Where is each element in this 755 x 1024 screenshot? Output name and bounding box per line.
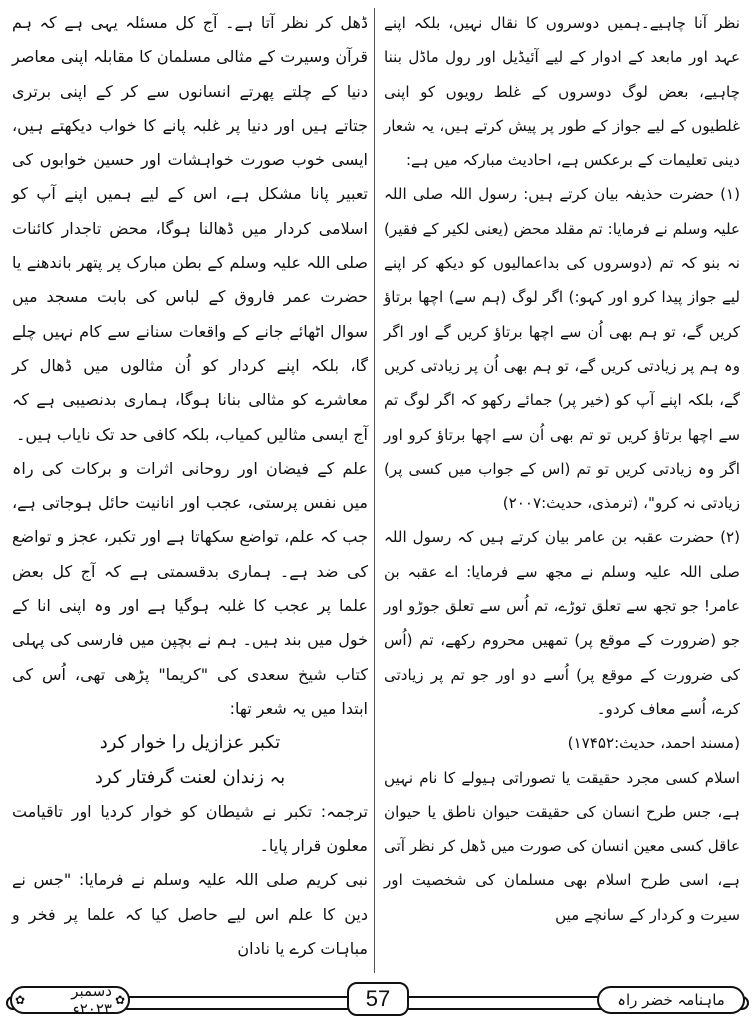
persian-verse-line: تکبر عزازیل را خوار کرد: [99, 732, 281, 754]
paragraph: علم کے فیضان اور روحانی اثرات و برکات کی راہ میں نفس پرستی، عجب اور انانیت حائل ہوجاتی ہے، جب کہ علم، تواضع سکھاتا ہے اور تکبر، عجز و تواضع کی ضد ہے۔ ہماری بدقسمتی ہے کہ آج کل بعض علما پر عجب کا غلبہ ہوگیا ہے اور وہ اپنی انا کے خول میں بند ہیں۔ ہم نے بچپن میں فارسی کی پہلی کتاب شیخ سعدی کی "کریما" پڑھی تھی، اُس کی ابتدا میں یہ شعر تھا:: [12, 458, 368, 718]
paragraph: (۲) حضرت عقبہ بن عامر بیان کرتے ہیں کہ رسول اللہ صلی اللہ علیہ وسلم نے مجھ سے فرمایا: اے عقبہ بن عامر! جو تجھ سے تعلق توڑے، تم اُس سے تعلق جوڑو اور جو (ضرورت کے موقع پر) تمھیں محروم رکھے، تم (اُس کی ضرورت کے موقع پر) اُسے دو اور جو تم پر زیادتی کرے، اُسے معاف کردو۔: [384, 528, 740, 718]
right-column: [384, 6, 740, 932]
page-number: 57: [347, 982, 409, 1016]
page-footer: [6, 982, 749, 1018]
paragraph: نظر آنا چاہیے۔ہمیں دوسروں کا نقال نہیں، بلکہ اپنے عہد اور مابعد کے ادوار کے لیے آئیڈیل اور رول ماڈل بننا چاہیے، بعض لوگ دوسروں کے غلط رویوں کو اپنی غلطیوں کے لیے جواز کے طور پر پیش کرتے ہیں، یہ شعار دینی تعلیمات کے برعکس ہے، احادیث مبارکہ میں ہے:: [384, 14, 740, 170]
paragraph: اسلام کسی مجرد حقیقت یا تصوراتی ہیولے کا نام نہیں ہے، جس طرح انسان کی حقیقت حیوان ناطق یا حیوان عاقل کسی معین انسان کی صورت میں ڈھل کر نظر آتی ہے، اسی طرح اسلام بھی مسلمان کی شخصیت اور سیرت و کردار کے سانچے میں: [384, 768, 740, 924]
magazine-name: ماہنامہ خضر راہ: [617, 991, 725, 1009]
paragraph: (۱) حضرت حذیفہ بیان کرتے ہیں: رسول اللہ صلی اللہ علیہ وسلم نے فرمایا: تم مقلد محض (یعنی لکیر کے فقیر) نہ بنو کہ تم (دوسروں کی بداعمالیوں کو دیکھ کر اپنے لیے جواز پیدا کرو اور کہو:) اگر لوگ (ہم سے) اچھا برتاؤ کریں گے، تو ہم بھی اُن سے اچھا برتاؤ کریں گے اور اگر وہ ہم پر زیادتی کریں گے، تو ہم بھی اُن پر زیادتی کریں گے، بلکہ اپنے آپ کو (خیر پر) جمائے رکھو کہ اگر لوگ تم سے اچھا برتاؤ کریں تو تم بھی اُن سے اچھا برتاؤ کرو اور اگر وہ زیادتی کریں تو تم (اس کے جواب میں کسی پر) زیادتی نہ کرو"، (ترمذی، حدیث:۲۰۰۷): [384, 185, 740, 513]
left-column: [12, 6, 368, 966]
flower-ornament-icon: ✿: [15, 993, 26, 1007]
paragraph: نبی کریم صلی اللہ علیہ وسلم نے فرمایا: "جس نے دین کا علم اس لیے حاصل کیا کہ علما پر فخر و مباہات کرے یا نادان: [12, 870, 368, 959]
flower-ornament-icon: ✿: [114, 993, 125, 1007]
footer-date-badge: [10, 982, 130, 1018]
paragraph: ڈھل کر نظر آتا ہے۔ آج کل مسئلہ یہی ہے کہ ہم قرآن وسیرت کے مثالی مسلمان کا مقابلہ اپنی معاصر دنیا کے چلتے پھرتے انسانوں سے کر کے اپنی برتری جتاتے ہیں اور دنیا پر غلبہ پانے کا خواب دیکھتے ہیں، ایسی خوب صورت خواہشات اور حسین خوابوں کی تعبیر پانا مشکل ہے، اس کے لیے ہمیں اپنے آپ کو اسلامی کردار میں ڈھالنا ہوگا، محض تاجدار کائنات صلی اللہ علیہ وسلم کے بطن مبارک پر پتھر باندھنے یا حضرت عمر فاروق کے لباس کی بابت مسجد میں سوال اٹھائے جانے کے واقعات سنانے سے کام نہیں چلے گا، بلکہ اپنے کردار کو اُن مثالوں میں ڈھال کر معاشرے کو مثالی بنانا ہوگا، ہماری بدنصیبی ہے کہ آج ایسی مثالیں کمیاب، بلکہ کافی حد تک نایاب ہیں۔: [12, 13, 368, 444]
column-divider: [374, 8, 375, 973]
hadith-reference: (مسند احمد، حدیث:۱۷۴۵۲): [567, 734, 740, 753]
persian-verse-line: بہ زندان لعنت گرفتار کرد: [94, 766, 286, 788]
issue-date: دسمبر ۲۰۲۳ء: [71, 982, 112, 1018]
paragraph: ترجمہ: تکبر نے شیطان کو خوار کردیا اور تاقیامت معلون قرار پایا۔: [12, 801, 368, 856]
magazine-name-badge: [597, 986, 745, 1014]
